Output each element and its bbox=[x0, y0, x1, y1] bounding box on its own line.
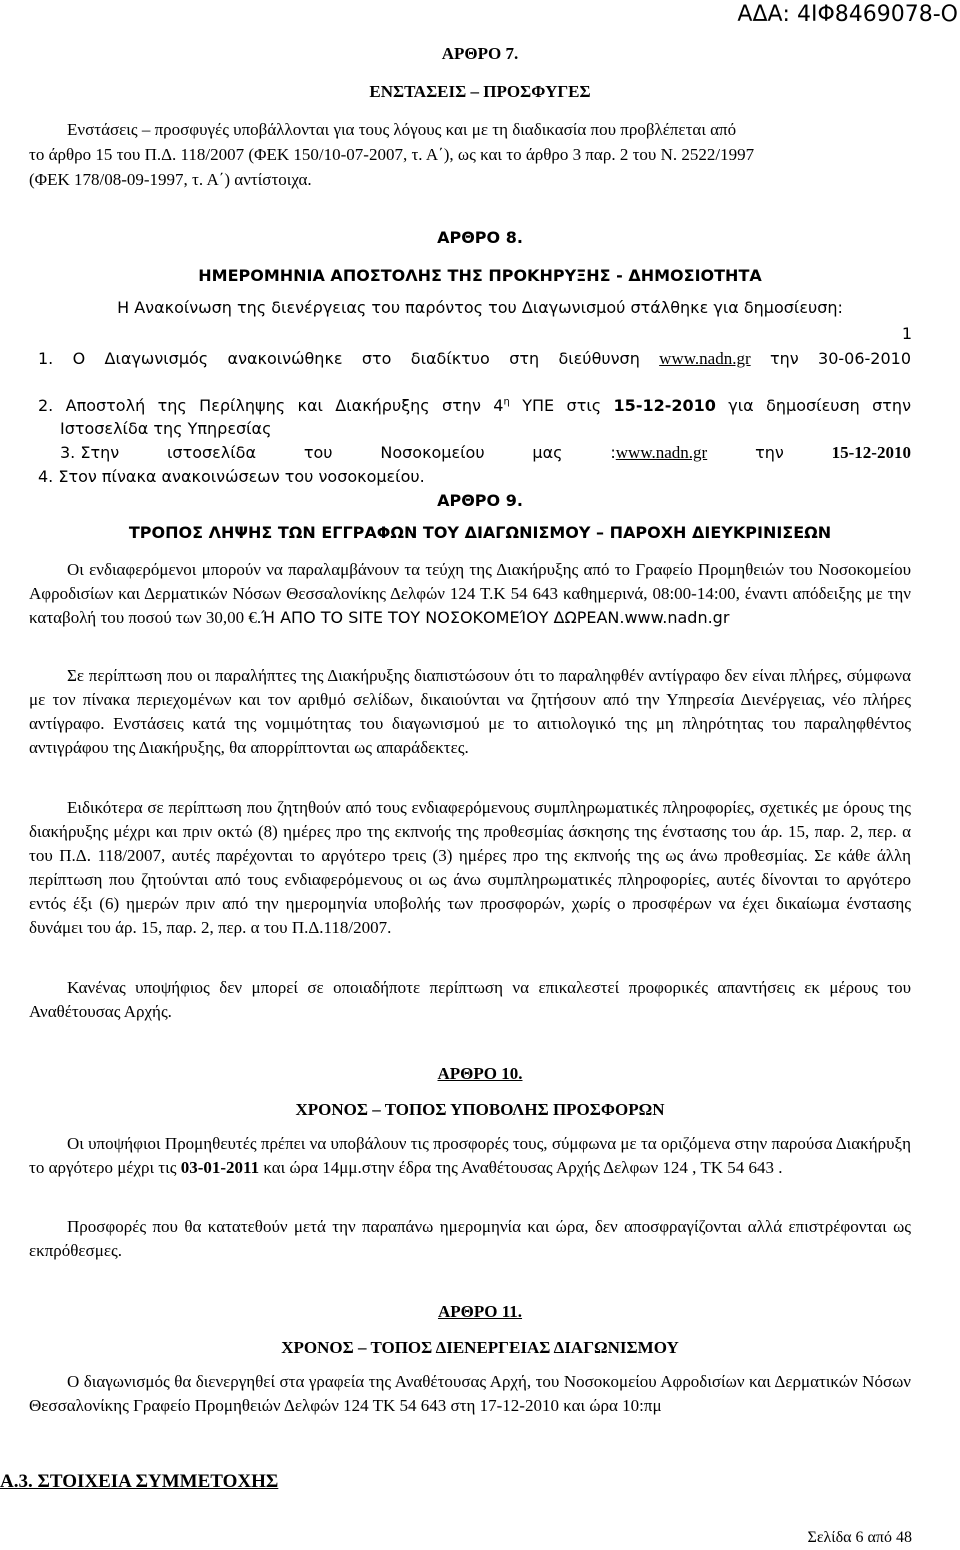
article-7-line-3: (ΦΕΚ 178/08-09-1997, τ. Α΄) αντίστοιχα. bbox=[29, 170, 312, 189]
article-10-title: ΑΡΘΡΟ 10. bbox=[437, 1064, 523, 1083]
article-9-paragraph-2: Σε περίπτωση που οι παραλήπτες της Διακήρυξης διαπιστώσουν ότι το παραληφθέν αντίγραφο δεν είναι πλήρες, σύμφωνα με τον πίνακα περιεχομένων και τον αριθμό σελίδων, δικαιούνται να ζητήσουν από την Υπηρεσία Διενέργειας, νέο πλήρες αντίγραφο. Ενστάσεις κατά της νομιμότητας του διαγωνισμού με το αιτιολογικό της μη πληρότητας του παραληφθέντος αντιγράφου της Διακήρυξης, θα απορρίπτονται ως απαράδεκτες. bbox=[29, 666, 911, 757]
article-7-title: ΑΡΘΡΟ 7. bbox=[441, 44, 519, 63]
publication-item-3: 3. Στην ιστοσελίδα του Νοσοκομείου μας :www.nadn.gr την 15-12-2010 bbox=[60, 443, 911, 462]
article-11-paragraph-1: Ο διαγωνισμός θα διενεργηθεί στα γραφεία της Αναθέτουσας Αρχή, του Νοσοκομείου Αφροδισίων και Δερματικών Νόσων Θεσσαλονίκης Γραφείο Προμηθειών Δελφών 124 ΤΚ 54 643 στη 17-12-2010 και ώρα 10:πμ bbox=[29, 1372, 911, 1415]
article-10-subtitle: ΧΡΟΝΟΣ – ΤΟΠΟΣ ΥΠΟΒΟΛΗΣ ΠΡΟΣΦΟΡΩΝ bbox=[295, 1100, 665, 1119]
publication-item-2: 2. Αποστολή της Περίληψης και Διακήρυξης στην $4^\eta$ ΥΠΕ στις 15-12-2010 για δημοσίευση στην bbox=[38, 396, 912, 415]
article-8-title: ΑΡΘΡΟ 8. bbox=[437, 228, 523, 247]
article-10-paragraph-1: Οι υποψήφιοι Προμηθευτές πρέπει να υποβάλουν τις προσφορές τους, σύμφωνα με τα οριζόμενα στην παρούσα Διακήρυξη το αργότερο μέχρι τις 03-01-2011 και ώρα 14μμ.στην έδρα της Αναθέτουσας Αρχής Δελφων 124 , ΤΚ 54 643 . bbox=[29, 1134, 911, 1177]
page-number: Σελίδα 6 από 48 bbox=[807, 1529, 912, 1546]
publication-item-4: 4. Στον πίνακα ανακοινώσεων του νοσοκομείου. bbox=[38, 467, 425, 486]
article-9-title: ΑΡΘΡΟ 9. bbox=[437, 491, 523, 510]
website-link[interactable]: www.nadn.gr bbox=[659, 349, 751, 368]
article-9-paragraph-3: Ειδικότερα σε περίπτωση που ζητηθούν από τους ενδιαφερόμενους συμπληρωματικές πληροφορίες, σχετικές με όρους της διακήρυξης μέχρι και πριν οκτώ (8) ημέρες προ της εκπνοής της προθεσμίας άσκησης της ένστασης του άρ. 15, παρ. 2, περ. α του Π.Δ. 118/2007, αυτές παρέχονται το αργότερο τρεις (3) ημέρες προ της εκπνοής της ως άνω προθεσμίας. Σε κάθε άλλη περίπτωση που ζητούνται από τους ενδιαφερόμενους οι ως άνω συμπληρωματικές πληροφορίες, αυτές δίνονται το αργότερο εντός έξι (6) ημερών πριν από την ημερομηνία υποβολής των προσφορών, χωρίς ο προσφέρων να έχει δικαίωμα ένστασης δυνάμει του άρ. 15, παρ. 2, περ. α του Π.Δ.118/2007. bbox=[29, 798, 911, 937]
section-a3-heading: Α.3. ΣΤΟΙΧΕΙΑ ΣΥΜΜΕΤΟΧΗΣ bbox=[0, 1471, 279, 1492]
website-link-2[interactable]: www.nadn.gr bbox=[615, 443, 708, 462]
article-9-paragraph-1: Οι ενδιαφερόμενοι μπορούν να παραλαμβάνουν τα τεύχη της Διακήρυξης από το Γραφείο Προμηθειών του Νοσοκομείου Αφροδισίων και Δερματικών Νόσων Θεσσαλονίκης Δελφών 124 Τ.Κ 54 643 καθημερινά, 08:00-14:00, έναντι απόδειξης με την καταβολή του ποσού των 30,00 €.Ή ΑΠΟ ΤΟ SITE ΤΟΥ ΝΟΣΟΚΟΜΕΊΟΥ ΔΩΡΕΑΝ.www.nadn.gr bbox=[29, 560, 911, 627]
article-8-intro: Η Ανακοίνωση της διενέργειας του παρόντος του Διαγωνισμού στάλθηκε για δημοσίευση: bbox=[117, 298, 843, 317]
article-11-title: ΑΡΘΡΟ 11. bbox=[437, 1302, 523, 1321]
article-10-paragraph-2: Προσφορές που θα κατατεθούν μετά την παραπάνω ημερομηνία και ώρα, δεν αποσφραγίζονται αλλά επιστρέφονται ως εκπρόθεσμες. bbox=[29, 1217, 911, 1260]
ada-code: ΑΔΑ: 4ΙΦ8469078-Ο bbox=[737, 2, 958, 27]
article-11-subtitle: ΧΡΟΝΟΣ – ΤΟΠΟΣ ΔΙΕΝΕΡΓΕΙΑΣ ΔΙΑΓΩΝΙΣΜΟΥ bbox=[281, 1338, 679, 1357]
publication-item-2-cont: Ιστοσελίδα της Υπηρεσίας bbox=[60, 419, 272, 438]
article-7-line-1: Ενστάσεις – προσφυγές υποβάλλονται για τους λόγους και με τη διαδικασία που προβλέπεται από bbox=[67, 120, 737, 139]
article-9-subtitle: ΤΡΟΠΟΣ ΛΗΨΗΣ ΤΩΝ ΕΓΓΡΑΦΩΝ ΤΟΥ ΔΙΑΓΩΝΙΣΜΟΥ – ΠΑΡΟΧΗ ΔΙΕΥΚΡΙΝΙΣΕΩΝ bbox=[128, 523, 832, 542]
publication-item-1: 1. Ο Διαγωνισμός ανακοινώθηκε στο διαδίκτυο στη διεύθυνση www.nadn.gr την 30-06-2010 bbox=[38, 347, 911, 371]
stray-number: 1 bbox=[901, 324, 912, 343]
article-7-subtitle: ΕΝΣΤΑΣΕΙΣ – ΠΡΟΣΦΥΓΕΣ bbox=[369, 82, 591, 101]
article-9-paragraph-4: Κανένας υποψήφιος δεν μπορεί σε οποιαδήποτε περίπτωση να επικαλεστεί προφορικές απαντήσεις εκ μέρους του Αναθέτουσας Αρχής. bbox=[29, 978, 911, 1021]
article-7-line-2: το άρθρο 15 του Π.Δ. 118/2007 (ΦΕΚ 150/10-07-2007, τ. Α΄), ως και το άρθρο 3 παρ. 2 του Ν. 2522/1997 bbox=[29, 145, 755, 164]
article-8-subtitle: ΗΜΕΡΟΜΗΝΙΑ ΑΠΟΣΤΟΛΗΣ ΤΗΣ ΠΡΟΚΗΡΥΞΗΣ - ΔΗΜΟΣΙΟΤΗΤΑ bbox=[198, 266, 762, 285]
